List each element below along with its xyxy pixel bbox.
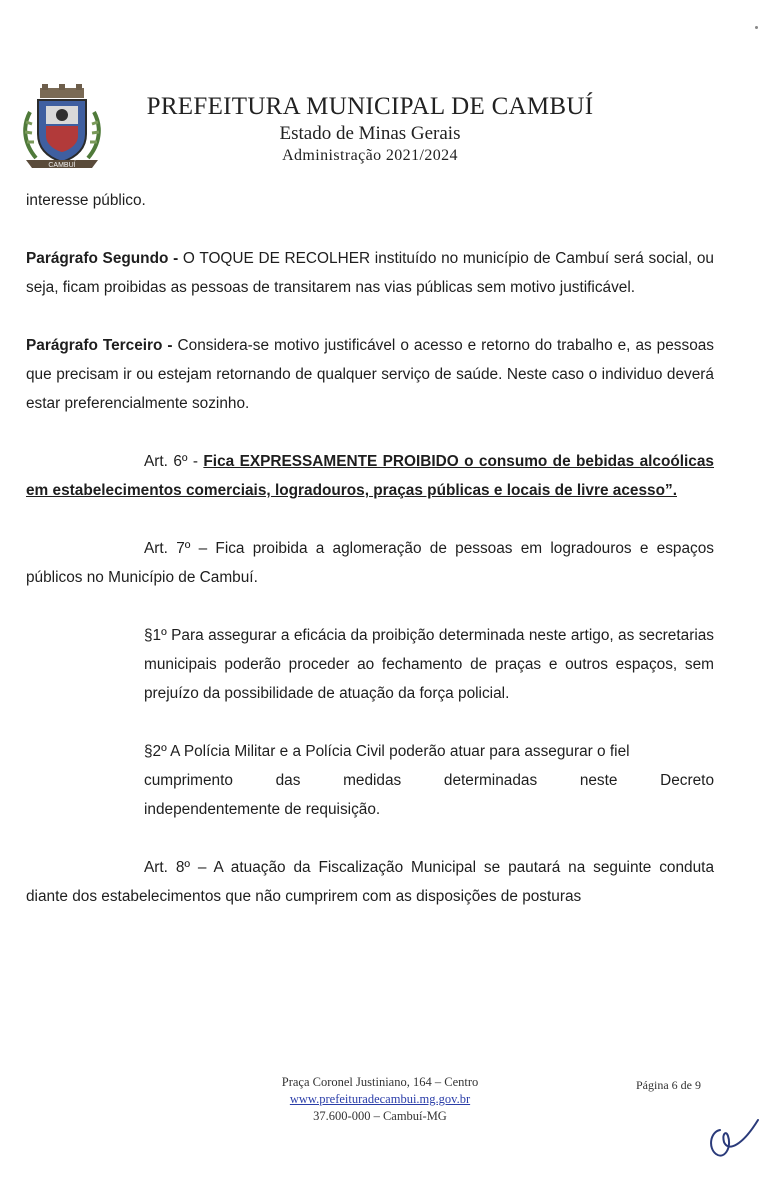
paragraph-segundo-text: O TOQUE DE RECOLHER instituído no município de Cambuí será social, ou seja, ficam proibidas as pessoas de transitarem nas vias públicas sem motivo justificável. [26, 250, 714, 296]
section-2-word: Decreto [660, 772, 714, 789]
paragraph-terceiro-label: Parágrafo Terceiro - [26, 337, 173, 354]
page-number: Página 6 de 9 [636, 1078, 701, 1092]
article-6-prefix: Art. 6º - [144, 453, 204, 470]
paragraph-terceiro-text: Considera-se motivo justificável o acesso e retorno do trabalho e, as pessoas que precisam ir ou estejam retornando de qualquer serviço de saúde. Neste caso o individuo deverá estar preferencialmente sozinho. [26, 337, 715, 412]
footer-website-link[interactable]: www.prefeituradecambui.mg.gov.br [289, 1092, 471, 1106]
page-title: PREFEITURA MUNICIPAL DE CAMBUÍ [146, 93, 594, 120]
scan-dot [755, 26, 758, 29]
article-6 [26, 447, 714, 505]
section-2-word: cumprimento [144, 772, 233, 789]
section-2-line-3: independentemente de requisição. [144, 801, 381, 818]
section-2 [144, 737, 714, 824]
paragraph-segundo-label: Parágrafo Segundo - [26, 250, 179, 267]
paragraph-continuation: interesse público. [26, 192, 146, 209]
paragraph-terceiro [26, 331, 714, 418]
document-body [26, 186, 714, 911]
crest-banner-text: CAMBUÍ [48, 162, 76, 169]
footer-address: Praça Coronel Justiniano, 164 – Centro [281, 1075, 479, 1089]
article-7: Art. 7º – Fica proibida a aglomeração de pessoas em logradouros e espaços públicos no Município de Cambuí. [26, 540, 714, 586]
footer-cep: 37.600-000 – Cambuí-MG [313, 1109, 447, 1123]
state-line: Estado de Minas Gerais [279, 123, 461, 144]
administration-line: Administração 2021/2024 [282, 147, 458, 164]
section-2-word: neste [579, 772, 618, 789]
section-2-word: determinadas [443, 772, 538, 789]
letterhead-text [110, 92, 630, 167]
section-1: §1º Para assegurar a eficácia da proibição determinada neste artigo, as secretarias municipais poderão proceder ao fechamento de praças e outros espaços, sem prejuízo da possibilidade de atuação da força policial. [144, 627, 714, 702]
handwritten-initial-icon [702, 1112, 762, 1162]
article-8: Art. 8º – A atuação da Fiscalização Municipal se pautará na seguinte conduta diante dos estabelecimentos que não cumprirem com as disposições de posturas [26, 859, 714, 905]
section-2-line-1: §2º A Polícia Militar e a Polícia Civil poderão atuar para assegurar o fiel [144, 743, 630, 760]
paragraph-segundo [26, 244, 714, 302]
footer-address-block [210, 1074, 550, 1125]
article-6-text: Fica EXPRESSAMENTE PROIBIDO o consumo de bebidas alcoólicas em estabelecimentos comerciais, logradouros, praças públicas e locais de livre acesso”. [26, 453, 714, 499]
section-2-word: das [275, 772, 301, 789]
section-2-word: medidas [343, 772, 402, 789]
municipal-crest-icon [16, 82, 108, 178]
letterhead [0, 0, 768, 190]
section-2-line-2 [144, 766, 714, 795]
